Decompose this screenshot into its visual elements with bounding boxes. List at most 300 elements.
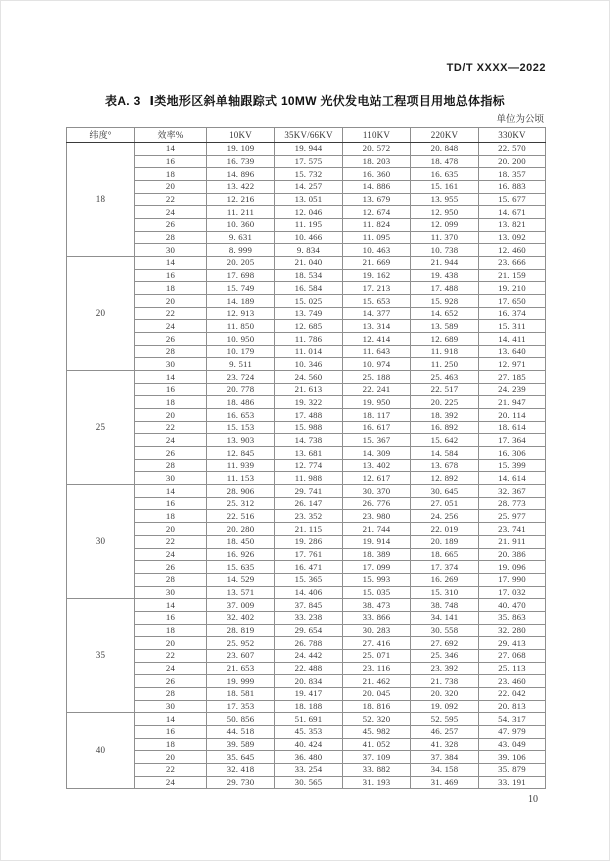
value-cell: 21. 911 (479, 535, 546, 548)
value-cell: 25. 188 (343, 371, 411, 384)
value-cell: 15. 993 (343, 573, 411, 586)
value-cell: 34. 141 (411, 611, 479, 624)
value-cell: 9. 511 (207, 358, 275, 371)
value-cell: 28. 906 (207, 485, 275, 498)
value-cell: 11. 786 (275, 333, 343, 346)
value-cell: 10. 360 (207, 219, 275, 232)
value-cell: 15. 310 (411, 586, 479, 599)
value-cell: 17. 761 (275, 548, 343, 561)
data-row (67, 485, 546, 498)
data-row (67, 738, 546, 751)
efficiency-cell: 28 (135, 573, 207, 586)
value-cell: 11. 643 (343, 345, 411, 358)
data-row (67, 307, 546, 320)
value-cell: 16. 306 (479, 447, 546, 460)
value-cell: 15. 642 (411, 434, 479, 447)
data-row (67, 383, 546, 396)
value-cell: 20. 280 (207, 523, 275, 536)
value-cell: 41. 052 (343, 738, 411, 751)
efficiency-cell: 18 (135, 396, 207, 409)
value-cell: 52. 595 (411, 713, 479, 726)
efficiency-cell: 22 (135, 763, 207, 776)
value-cell: 15. 928 (411, 295, 479, 308)
value-cell: 12. 971 (479, 358, 546, 371)
value-cell: 21. 613 (275, 383, 343, 396)
column-header: 220KV (411, 128, 479, 143)
value-cell: 25. 312 (207, 497, 275, 510)
value-cell: 24. 239 (479, 383, 546, 396)
value-cell: 11. 153 (207, 472, 275, 485)
value-cell: 29. 413 (479, 637, 546, 650)
value-cell: 15. 367 (343, 434, 411, 447)
value-cell: 23. 116 (343, 662, 411, 675)
value-cell: 13. 314 (343, 320, 411, 333)
value-cell: 26. 788 (275, 637, 343, 650)
doc-number: TD/T XXXX—2022 (446, 62, 546, 74)
value-cell: 12. 892 (411, 472, 479, 485)
value-cell: 13. 749 (275, 307, 343, 320)
data-row (67, 181, 546, 194)
value-cell: 40. 470 (479, 599, 546, 612)
value-cell: 17. 650 (479, 295, 546, 308)
value-cell: 16. 584 (275, 282, 343, 295)
value-cell: 19. 096 (479, 561, 546, 574)
value-cell: 12. 674 (343, 206, 411, 219)
value-cell: 33. 191 (479, 776, 546, 789)
value-cell: 18. 357 (479, 168, 546, 181)
data-row (67, 776, 546, 789)
value-cell: 13. 589 (411, 320, 479, 333)
column-header: 纬度° (67, 128, 135, 143)
value-cell: 13. 679 (343, 193, 411, 206)
value-cell: 16. 892 (411, 421, 479, 434)
value-cell: 11. 095 (343, 231, 411, 244)
efficiency-cell: 22 (135, 421, 207, 434)
value-cell: 9. 834 (275, 244, 343, 257)
value-cell: 12. 774 (275, 459, 343, 472)
value-cell: 13. 678 (411, 459, 479, 472)
value-cell: 18. 450 (207, 535, 275, 548)
value-cell: 29. 741 (275, 485, 343, 498)
data-row (67, 345, 546, 358)
latitude-cell: 25 (67, 371, 135, 485)
data-row (67, 434, 546, 447)
value-cell: 18. 581 (207, 687, 275, 700)
value-cell: 18. 392 (411, 409, 479, 422)
value-cell: 20. 778 (207, 383, 275, 396)
value-cell: 13. 955 (411, 193, 479, 206)
value-cell: 46. 257 (411, 725, 479, 738)
value-cell: 15. 025 (275, 295, 343, 308)
value-cell: 38. 748 (411, 599, 479, 612)
value-cell: 14. 614 (479, 472, 546, 485)
value-cell: 19. 210 (479, 282, 546, 295)
value-cell: 15. 311 (479, 320, 546, 333)
data-row (67, 662, 546, 675)
value-cell: 23. 352 (275, 510, 343, 523)
data-row (67, 763, 546, 776)
data-row (67, 472, 546, 485)
value-cell: 17. 488 (275, 409, 343, 422)
value-cell: 10. 738 (411, 244, 479, 257)
table-caption (0, 92, 610, 109)
value-cell: 14. 529 (207, 573, 275, 586)
efficiency-cell: 14 (135, 371, 207, 384)
efficiency-cell: 18 (135, 168, 207, 181)
value-cell: 35. 879 (479, 763, 546, 776)
value-cell: 17. 099 (343, 561, 411, 574)
value-cell: 54. 317 (479, 713, 546, 726)
value-cell: 26. 776 (343, 497, 411, 510)
value-cell: 10. 974 (343, 358, 411, 371)
value-cell: 20. 813 (479, 700, 546, 713)
value-cell: 25. 952 (207, 637, 275, 650)
value-cell: 15. 365 (275, 573, 343, 586)
efficiency-cell: 18 (135, 510, 207, 523)
value-cell: 11. 918 (411, 345, 479, 358)
data-row (67, 599, 546, 612)
value-cell: 13. 092 (479, 231, 546, 244)
value-cell: 30. 283 (343, 624, 411, 637)
value-cell: 17. 488 (411, 282, 479, 295)
value-cell: 15. 635 (207, 561, 275, 574)
latitude-cell: 40 (67, 713, 135, 789)
efficiency-cell: 24 (135, 320, 207, 333)
efficiency-cell: 28 (135, 345, 207, 358)
efficiency-cell: 16 (135, 611, 207, 624)
table-body (67, 143, 546, 789)
value-cell: 18. 534 (275, 269, 343, 282)
value-cell: 39. 589 (207, 738, 275, 751)
value-cell: 10. 950 (207, 333, 275, 346)
value-cell: 28. 819 (207, 624, 275, 637)
table-caption-label: 表A. 3 (105, 94, 141, 108)
efficiency-cell: 28 (135, 687, 207, 700)
value-cell: 17. 374 (411, 561, 479, 574)
value-cell: 19. 092 (411, 700, 479, 713)
data-row (67, 231, 546, 244)
efficiency-cell: 14 (135, 143, 207, 156)
data-row (67, 535, 546, 548)
data-row (67, 155, 546, 168)
column-header: 35KV/66KV (275, 128, 343, 143)
efficiency-cell: 16 (135, 383, 207, 396)
efficiency-cell: 26 (135, 219, 207, 232)
efficiency-cell: 22 (135, 307, 207, 320)
efficiency-cell: 20 (135, 523, 207, 536)
data-row (67, 447, 546, 460)
value-cell: 33. 866 (343, 611, 411, 624)
value-cell: 14. 257 (275, 181, 343, 194)
value-cell: 14. 584 (411, 447, 479, 460)
value-cell: 34. 158 (411, 763, 479, 776)
value-cell: 22. 241 (343, 383, 411, 396)
value-cell: 37. 109 (343, 751, 411, 764)
value-cell: 32. 402 (207, 611, 275, 624)
efficiency-cell: 22 (135, 535, 207, 548)
value-cell: 17. 364 (479, 434, 546, 447)
efficiency-cell: 30 (135, 586, 207, 599)
column-header: 330KV (479, 128, 546, 143)
value-cell: 20. 225 (411, 396, 479, 409)
data-row (67, 459, 546, 472)
value-cell: 19. 944 (275, 143, 343, 156)
value-cell: 37. 384 (411, 751, 479, 764)
value-cell: 17. 575 (275, 155, 343, 168)
value-cell: 20. 045 (343, 687, 411, 700)
unit-note: 单位为公顷 (496, 115, 544, 125)
efficiency-cell: 16 (135, 497, 207, 510)
value-cell: 15. 153 (207, 421, 275, 434)
value-cell: 10. 463 (343, 244, 411, 257)
value-cell: 23. 724 (207, 371, 275, 384)
efficiency-cell: 30 (135, 244, 207, 257)
value-cell: 11. 211 (207, 206, 275, 219)
value-cell: 16. 653 (207, 409, 275, 422)
value-cell: 10. 179 (207, 345, 275, 358)
value-cell: 21. 040 (275, 257, 343, 270)
value-cell: 16. 739 (207, 155, 275, 168)
value-cell: 33. 254 (275, 763, 343, 776)
value-cell: 15. 988 (275, 421, 343, 434)
value-cell: 15. 732 (275, 168, 343, 181)
value-cell: 18. 389 (343, 548, 411, 561)
value-cell: 20. 189 (411, 535, 479, 548)
value-cell: 12. 685 (275, 320, 343, 333)
data-row (67, 371, 546, 384)
efficiency-cell: 16 (135, 725, 207, 738)
data-row (67, 193, 546, 206)
efficiency-cell: 24 (135, 776, 207, 789)
value-cell: 11. 939 (207, 459, 275, 472)
efficiency-cell: 22 (135, 649, 207, 662)
data-row (67, 333, 546, 346)
efficiency-cell: 26 (135, 675, 207, 688)
efficiency-cell: 16 (135, 155, 207, 168)
value-cell: 21. 669 (343, 257, 411, 270)
value-cell: 12. 046 (275, 206, 343, 219)
value-cell: 21. 115 (275, 523, 343, 536)
value-cell: 20. 114 (479, 409, 546, 422)
value-cell: 41. 328 (411, 738, 479, 751)
value-cell: 22. 517 (411, 383, 479, 396)
efficiency-cell: 14 (135, 713, 207, 726)
data-row (67, 675, 546, 688)
value-cell: 35. 645 (207, 751, 275, 764)
efficiency-cell: 18 (135, 738, 207, 751)
land-use-indicator-table (66, 127, 546, 789)
value-cell: 33. 882 (343, 763, 411, 776)
data-row (67, 409, 546, 422)
value-cell: 45. 353 (275, 725, 343, 738)
value-cell: 15. 749 (207, 282, 275, 295)
value-cell: 11. 250 (411, 358, 479, 371)
value-cell: 30. 558 (411, 624, 479, 637)
value-cell: 19. 162 (343, 269, 411, 282)
value-cell: 14. 738 (275, 434, 343, 447)
value-cell: 13. 402 (343, 459, 411, 472)
efficiency-cell: 30 (135, 700, 207, 713)
value-cell: 16. 635 (411, 168, 479, 181)
value-cell: 32. 418 (207, 763, 275, 776)
value-cell: 16. 883 (479, 181, 546, 194)
value-cell: 14. 406 (275, 586, 343, 599)
latitude-cell: 20 (67, 257, 135, 371)
value-cell: 30. 370 (343, 485, 411, 498)
table-caption-title: Ⅰ类地形区斜单轴跟踪式 10MW 光伏发电站工程项目用地总体指标 (149, 94, 505, 108)
data-row (67, 396, 546, 409)
data-row (67, 713, 546, 726)
value-cell: 20. 320 (411, 687, 479, 700)
value-cell: 19. 286 (275, 535, 343, 548)
value-cell: 13. 640 (479, 345, 546, 358)
value-cell: 17. 032 (479, 586, 546, 599)
column-header: 10KV (207, 128, 275, 143)
table-header-row (67, 128, 546, 143)
value-cell: 11. 370 (411, 231, 479, 244)
value-cell: 18. 665 (411, 548, 479, 561)
value-cell: 29. 730 (207, 776, 275, 789)
value-cell: 44. 518 (207, 725, 275, 738)
data-row (67, 282, 546, 295)
value-cell: 16. 360 (343, 168, 411, 181)
value-cell: 13. 821 (479, 219, 546, 232)
value-cell: 14. 896 (207, 168, 275, 181)
value-cell: 27. 416 (343, 637, 411, 650)
value-cell: 15. 653 (343, 295, 411, 308)
value-cell: 40. 424 (275, 738, 343, 751)
value-cell: 51. 691 (275, 713, 343, 726)
value-cell: 23. 741 (479, 523, 546, 536)
efficiency-cell: 16 (135, 269, 207, 282)
value-cell: 20. 848 (411, 143, 479, 156)
data-row (67, 206, 546, 219)
value-cell: 14. 652 (411, 307, 479, 320)
value-cell: 38. 473 (343, 599, 411, 612)
value-cell: 25. 113 (479, 662, 546, 675)
value-cell: 12. 099 (411, 219, 479, 232)
efficiency-cell: 14 (135, 599, 207, 612)
value-cell: 14. 411 (479, 333, 546, 346)
value-cell: 14. 377 (343, 307, 411, 320)
value-cell: 16. 269 (411, 573, 479, 586)
value-cell: 31. 193 (343, 776, 411, 789)
value-cell: 13. 051 (275, 193, 343, 206)
efficiency-cell: 24 (135, 548, 207, 561)
value-cell: 25. 071 (343, 649, 411, 662)
value-cell: 12. 689 (411, 333, 479, 346)
value-cell: 9. 631 (207, 231, 275, 244)
data-row (67, 168, 546, 181)
value-cell: 17. 353 (207, 700, 275, 713)
data-row (67, 510, 546, 523)
value-cell: 20. 834 (275, 675, 343, 688)
data-row (67, 548, 546, 561)
value-cell: 30. 645 (411, 485, 479, 498)
value-cell: 19. 109 (207, 143, 275, 156)
value-cell: 18. 614 (479, 421, 546, 434)
latitude-cell: 18 (67, 143, 135, 257)
efficiency-cell: 26 (135, 447, 207, 460)
data-row (67, 700, 546, 713)
value-cell: 22. 516 (207, 510, 275, 523)
value-cell: 19. 322 (275, 396, 343, 409)
value-cell: 23. 392 (411, 662, 479, 675)
data-row (67, 320, 546, 333)
value-cell: 17. 990 (479, 573, 546, 586)
value-cell: 13. 571 (207, 586, 275, 599)
value-cell: 32. 280 (479, 624, 546, 637)
value-cell: 25. 977 (479, 510, 546, 523)
value-cell: 12. 845 (207, 447, 275, 460)
efficiency-cell: 24 (135, 662, 207, 675)
value-cell: 11. 824 (343, 219, 411, 232)
data-row (67, 687, 546, 700)
value-cell: 22. 570 (479, 143, 546, 156)
value-cell: 21. 159 (479, 269, 546, 282)
data-row (67, 725, 546, 738)
data-row (67, 219, 546, 232)
efficiency-cell: 20 (135, 181, 207, 194)
efficiency-cell: 14 (135, 257, 207, 270)
value-cell: 16. 374 (479, 307, 546, 320)
value-cell: 47. 979 (479, 725, 546, 738)
value-cell: 20. 200 (479, 155, 546, 168)
value-cell: 36. 480 (275, 751, 343, 764)
efficiency-cell: 28 (135, 231, 207, 244)
value-cell: 12. 414 (343, 333, 411, 346)
page-number: 10 (528, 794, 538, 805)
value-cell: 11. 014 (275, 345, 343, 358)
efficiency-cell: 30 (135, 472, 207, 485)
value-cell: 21. 947 (479, 396, 546, 409)
value-cell: 35. 863 (479, 611, 546, 624)
column-header: 110KV (343, 128, 411, 143)
efficiency-cell: 20 (135, 637, 207, 650)
value-cell: 26. 147 (275, 497, 343, 510)
value-cell: 16. 471 (275, 561, 343, 574)
value-cell: 14. 671 (479, 206, 546, 219)
value-cell: 15. 161 (411, 181, 479, 194)
value-cell: 15. 677 (479, 193, 546, 206)
value-cell: 19. 950 (343, 396, 411, 409)
value-cell: 12. 913 (207, 307, 275, 320)
data-row (67, 358, 546, 371)
value-cell: 25. 463 (411, 371, 479, 384)
value-cell: 25. 346 (411, 649, 479, 662)
data-row (67, 586, 546, 599)
value-cell: 16. 926 (207, 548, 275, 561)
value-cell: 14. 189 (207, 295, 275, 308)
value-cell: 14. 309 (343, 447, 411, 460)
data-row (67, 244, 546, 257)
value-cell: 32. 367 (479, 485, 546, 498)
value-cell: 16. 617 (343, 421, 411, 434)
value-cell: 22. 488 (275, 662, 343, 675)
efficiency-cell: 28 (135, 459, 207, 472)
value-cell: 19. 417 (275, 687, 343, 700)
value-cell: 39. 106 (479, 751, 546, 764)
data-row (67, 751, 546, 764)
value-cell: 24. 256 (411, 510, 479, 523)
data-row (67, 497, 546, 510)
value-cell: 22. 019 (411, 523, 479, 536)
value-cell: 18. 117 (343, 409, 411, 422)
value-cell: 20. 386 (479, 548, 546, 561)
value-cell: 50. 856 (207, 713, 275, 726)
data-row (67, 573, 546, 586)
value-cell: 19. 438 (411, 269, 479, 282)
